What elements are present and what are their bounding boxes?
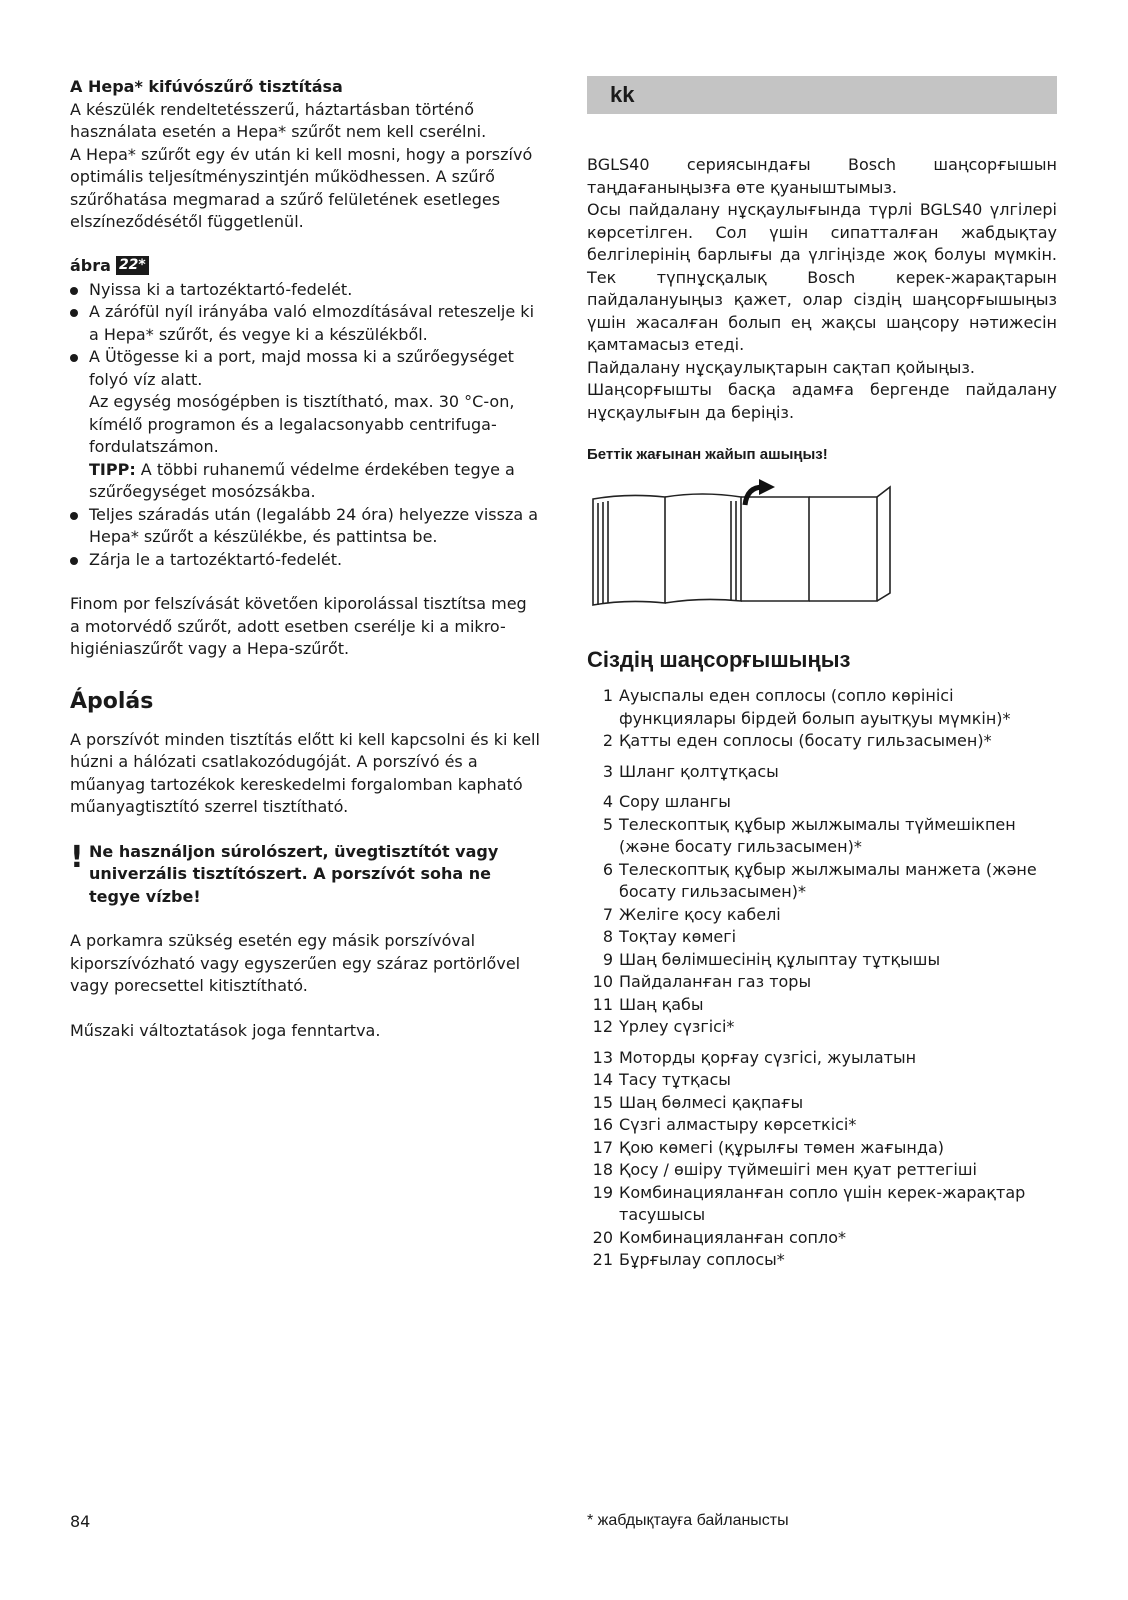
list-item: Zárja le a tartozéktartó-fedelét. <box>70 549 540 572</box>
figure-reference <box>70 253 540 279</box>
list-item: Teljes száradás után (legalább 24 óra) helyezze vissza a Hepa* szűrőt a készülékbe, és pattintsa be. <box>70 504 540 549</box>
hepa-section-title: A Hepa* kifúvószűrő tisztítása <box>70 77 343 96</box>
list-item: Nyissa ki a tartozéktartó-fedelét. <box>70 279 540 302</box>
intro-paragraph-3: Пайдалану нұсқаулықтарын сақтап қойыңыз. <box>587 357 976 377</box>
technical-changes-note: Műszaki változtatások joga fenntartva. <box>70 1020 381 1040</box>
care-paragraph: A porszívót minden tisztítás előtt ki kell kapcsolni és ki kell húzni a hálózati csatlakozódugóját. A porszívó és a műanyag tartozékok kereskedelmi forgalomban kapható műanyagtisztító szerrel tisztítható. <box>70 729 540 816</box>
footnote: * жабдықтауға байланысты <box>587 1512 789 1529</box>
figure-label: ábra <box>70 256 111 275</box>
list-item: A Ütögesse ki a port, majd mossa ki a szűrőegységet folyó víz alatt. <box>70 346 540 391</box>
hepa-paragraph-2: A Hepa* szűrőt egy év után ki kell mosni, hogy a porszívó optimális teljesítményszintjén működhessen. A szűrő szűrőhatása megmarad a szűrő felületének esetleges elszíneződésétől függetlenül. <box>70 144 533 231</box>
warning-icon: ! <box>70 839 84 875</box>
bullet-icon <box>70 512 78 520</box>
list-item: 15 Шаң бөлмесі қақпағы <box>592 1092 804 1112</box>
cleaning-steps-list <box>70 279 540 392</box>
bullet-icon <box>70 287 78 295</box>
language-code: kk <box>610 82 635 107</box>
list-item: 11 Шаң қабы <box>592 994 704 1014</box>
care-section-title: Ápolás <box>70 688 154 714</box>
intro-paragraph-1: BGLS40 сериясындағы Bosch шаңсорғышын таңдағаныңызға өте қуаныштымыз. <box>587 155 1057 197</box>
figure-number-badge: 22* <box>116 256 149 275</box>
unfold-note: Беттік жағынан жайып ашыңыз! <box>587 446 828 463</box>
list-item: 8 Тоқтау көмегі <box>602 927 737 946</box>
bullet-icon <box>70 309 78 317</box>
list-item: 14 Тасу тұтқасы <box>592 1070 731 1089</box>
tip-note <box>70 459 540 504</box>
list-item: 1 Ауыспалы еден соплосы (сопло көрінісі функциялары бірдей болып ауытқуы мүмкін)* <box>602 686 1011 728</box>
cleaning-steps-list-continued <box>70 504 540 572</box>
parts-list <box>587 685 1057 1272</box>
bullet-icon <box>70 557 78 565</box>
warning-box <box>70 841 540 909</box>
list-item: 18 Қосу / өшіру түймешігі мен қуат реттегіші <box>592 1160 977 1179</box>
list-item: 5 Телескоптық құбыр жылжымалы түймешікпен (және босату гильзасымен)* <box>602 814 1016 856</box>
washing-machine-note: Az egység mosógépben is tisztítható, max. 30 °C-on, kímélő programon és a legalacsonyabb centrifuga-fordulatszámon. <box>89 392 515 456</box>
list-item: 6 Телескоптық құбыр жылжымалы манжета (және босату гильзасымен)* <box>602 859 1037 901</box>
intro-paragraph-2: Осы пайдалану нұсқаулығында түрлі BGLS40 үлгілері көрсетілген. Сол үшін сипатталған жабдықтау белгілерінің барлығы да үлгіңізде жоқ болуы мүмкін. Тек түпнұсқалық Bosch керек-жарақтарын пайдалануыңыз қажет, олар сіздің шаңсорғышыңыз үшін жасалған болып ең жақсы шаңсору нәтижесін қамтамасыз етеді. <box>587 200 1057 354</box>
warning-text: Ne használjon súrolószert, üvegtisztítót vagy univerzális tisztítószert. A porszívót soha ne tegye vízbe! <box>89 841 499 906</box>
list-item: 12 Үрлеу сүзгісі* <box>592 1017 735 1036</box>
tip-label: TIPP: <box>89 459 136 479</box>
parts-section-title: Сіздің шаңсорғышыңыз <box>587 647 851 672</box>
list-item: 9 Шаң бөлімшесінің құлыптау тұтқышы <box>602 949 941 969</box>
list-item: 3 Шланг қолтұтқасы <box>602 761 779 781</box>
booklet-icon <box>593 487 890 605</box>
list-item: 10 Пайдаланған газ торы <box>592 972 812 991</box>
list-item: 19 Комбинацияланған сопло үшін керек-жарақтар тасушысы <box>592 1182 1026 1224</box>
bullet-icon <box>70 354 78 362</box>
intro-block <box>587 154 1057 424</box>
left-column <box>70 76 540 1042</box>
intro-paragraph-4: Шаңсорғышты басқа адамға бергенде пайдалану нұсқаулығын да беріңіз. <box>587 380 1057 422</box>
list-item: 21 Бұрғылау соплосы* <box>592 1250 785 1269</box>
list-item: 2 Қатты еден соплосы (босату гильзасымен)* <box>602 731 992 750</box>
list-item: A zárófül nyíl irányába való elmozdításával reteszelje ki a Hepa* szűrőt, és vegye ki a készülékből. <box>70 301 540 346</box>
language-header-bar <box>587 76 1057 114</box>
hepa-paragraph-1: A készülék rendeltetésszerű, háztartásban történő használata esetén a Hepa* szűrőt nem kell cserélni. <box>70 99 487 141</box>
tip-text: A többi ruhanemű védelme érdekében tegye a szűrőegységet mosózsákba. <box>89 459 515 501</box>
right-column <box>587 76 1057 1272</box>
fine-dust-paragraph: Finom por felszívását követően kiporolással tisztítsa meg a motorvédő szűrőt, adott esetben cserélje ki a mikro-higiéniaszűrőt vagy a Hepa-szűrőt. <box>70 594 527 658</box>
list-item: 16 Сүзгі алмастыру көрсеткісі* <box>592 1115 857 1134</box>
list-item: 13 Моторды қорғау сүзгісі, жуылатын <box>592 1047 917 1067</box>
dust-chamber-paragraph: A porkamra szükség esetén egy másik porszívóval kiporszívózható vagy egyszerűen egy száraz portörlővel vagy porecsettel kitisztítható. <box>70 931 521 995</box>
list-item: 20 Комбинацияланған сопло* <box>592 1227 847 1247</box>
page-number: 84 <box>70 1512 91 1531</box>
unfold-booklet-illustration <box>587 479 897 609</box>
list-item: 17 Қою көмегі (құрылғы төмен жағында) <box>592 1137 944 1157</box>
turn-page-arrow-icon <box>745 479 775 505</box>
list-item: 7 Желіге қосу кабелі <box>602 904 781 924</box>
list-item: 4 Сору шлангы <box>602 792 731 811</box>
